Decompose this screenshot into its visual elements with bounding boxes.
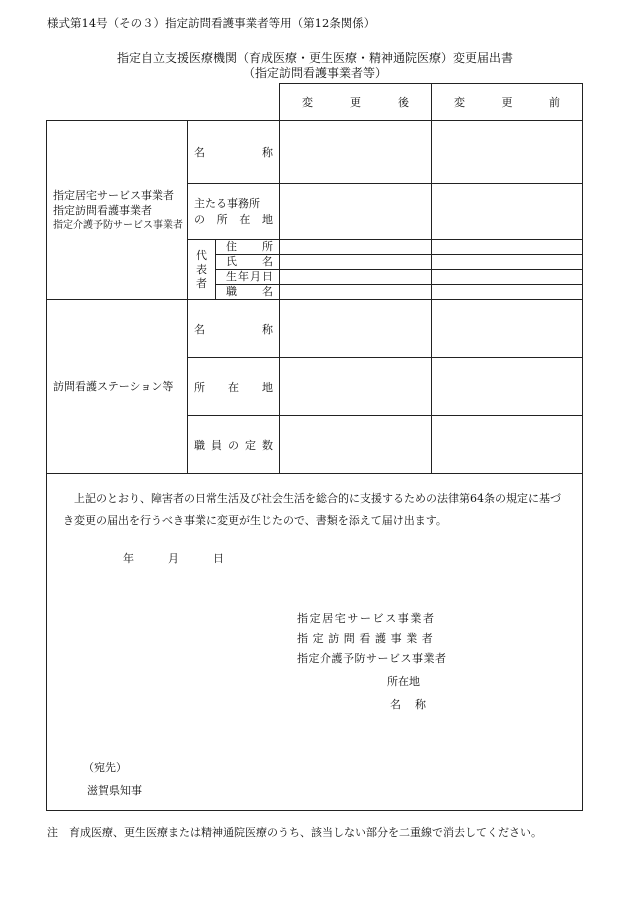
section2-name-after[interactable] bbox=[280, 300, 432, 358]
applicant-line3: 指定介護予防サービス事業者 bbox=[297, 652, 447, 665]
applicant-block bbox=[297, 609, 449, 669]
header-blank-corner bbox=[47, 84, 280, 121]
representative-label: 代 表 者 bbox=[188, 240, 216, 300]
addressee-label: （宛先） bbox=[83, 761, 127, 774]
form-number: 様式第14号（その３）指定訪問看護事業者等用（第12条関係） bbox=[47, 16, 376, 30]
applicant-line2: 指定訪問看護事業者 bbox=[297, 632, 438, 645]
column-header-after: 変 更 後 bbox=[280, 84, 432, 121]
form-title: 指定自立支援医療機関（育成医療・更生医療・精神通院医療）変更届出書 bbox=[116, 51, 513, 65]
rep-name-after[interactable] bbox=[280, 255, 432, 270]
section1-name-label: 名 称 bbox=[188, 121, 280, 184]
date-row[interactable]: 年 月 日 bbox=[123, 552, 224, 565]
section2-staff-after[interactable] bbox=[280, 416, 432, 474]
footnote: 注 育成医療、更生医療または精神通院医療のうち、該当しない部分を二重線で消去してください。 bbox=[47, 826, 542, 839]
section2-location-before[interactable] bbox=[432, 358, 583, 416]
statement-block bbox=[47, 474, 583, 811]
rep-birthdate-after[interactable] bbox=[280, 270, 432, 285]
section1-category: 指定居宅サービス事業者 指定訪問看護事業者 指定介護予防サービス事業者 bbox=[47, 121, 188, 300]
section1-office-before[interactable] bbox=[432, 184, 583, 240]
section2-location-label: 所 在 地 bbox=[188, 358, 280, 416]
statement-text: 上記のとおり、障害者の日常生活及び社会生活を総合的に支援するための法律第64条の規定に基づき変更の届出を行うべき事業に変更が生じたので、書類を添えて届け出ます。 bbox=[63, 492, 561, 527]
section2-location-after[interactable] bbox=[280, 358, 432, 416]
rep-birthdate-before[interactable] bbox=[432, 270, 583, 285]
form-subtitle: （指定訪問看護事業者等） bbox=[242, 66, 387, 80]
rep-title-before[interactable] bbox=[432, 285, 583, 300]
section2-name-before[interactable] bbox=[432, 300, 583, 358]
section1-office-after[interactable] bbox=[280, 184, 432, 240]
section2-staff-before[interactable] bbox=[432, 416, 583, 474]
applicant-name-label: 名 称 bbox=[390, 698, 426, 711]
rep-address-before[interactable] bbox=[432, 240, 583, 255]
rep-address-label: 住 所 bbox=[216, 240, 280, 255]
section1-name-before[interactable] bbox=[432, 121, 583, 184]
rep-name-label: 氏 名 bbox=[216, 255, 280, 270]
column-header-before: 変 更 前 bbox=[432, 84, 583, 121]
rep-birthdate-label: 生 年 月 日 bbox=[216, 270, 280, 285]
rep-title-label: 職 名 bbox=[216, 285, 280, 300]
section1-office-label: 主たる事務所 の 所 在 地 bbox=[188, 184, 280, 240]
section1-name-after[interactable] bbox=[280, 121, 432, 184]
applicant-address-label: 所在地 bbox=[387, 675, 420, 688]
rep-address-after[interactable] bbox=[280, 240, 432, 255]
section2-name-label: 名 称 bbox=[188, 300, 280, 358]
applicant-line1: 指定居宅サービス事業者 bbox=[297, 612, 436, 625]
rep-name-before[interactable] bbox=[432, 255, 583, 270]
change-notification-table bbox=[46, 83, 583, 811]
rep-title-after[interactable] bbox=[280, 285, 432, 300]
section2-staff-label: 職 員 の 定 数 bbox=[188, 416, 280, 474]
addressee-name: 滋賀県知事 bbox=[87, 784, 142, 797]
section2-category: 訪問看護ステーション等 bbox=[47, 300, 188, 474]
